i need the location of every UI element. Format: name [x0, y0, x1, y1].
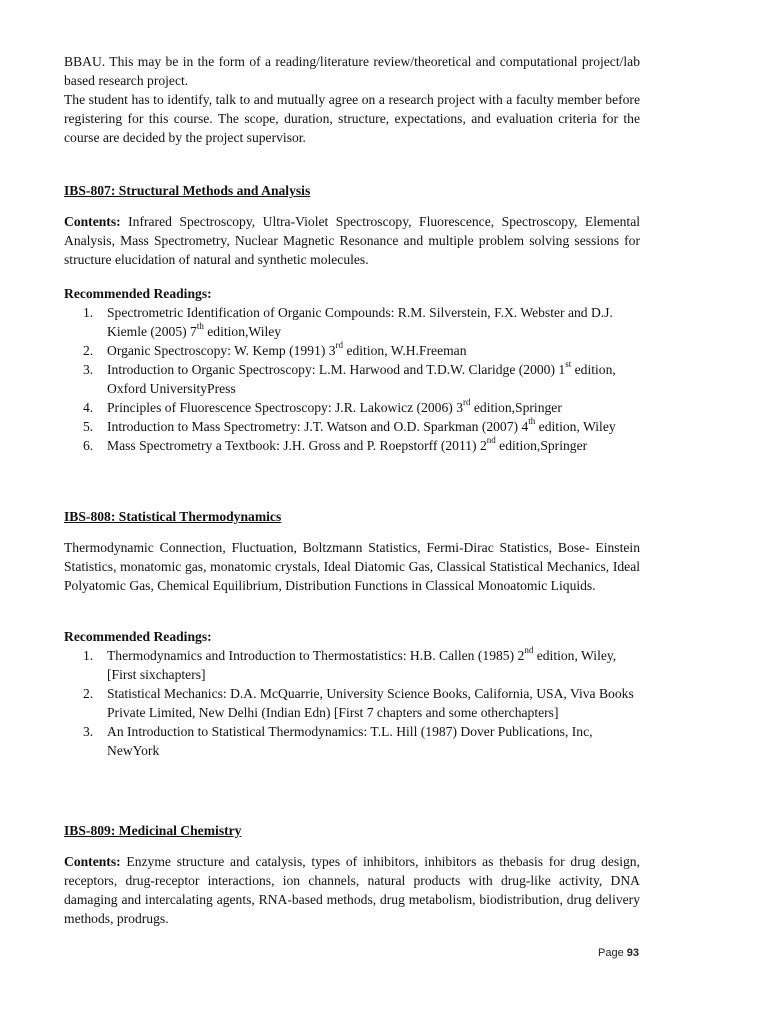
reading-item [64, 417, 640, 436]
reading-item [64, 341, 640, 360]
reading-number: 2. [83, 343, 94, 358]
reading-text: Mass Spectrometry a Textbook: J.H. Gross and P. Roepstorff (2011) 2 [107, 438, 487, 453]
reading-ordinal-suffix: th [528, 416, 536, 427]
intro-paragraph-2: The student has to identify, talk to and mutually agree on a research project with a faculty member before registering for this course. The scope, duration, structure, expectations, and evaluation criteria for the course are decided by the project supervisor. [64, 92, 640, 145]
reading-number: 2. [83, 686, 94, 701]
reading-text: Organic Spectroscopy: W. Kemp (1991) 3 [107, 343, 336, 358]
reading-number: 5. [83, 419, 94, 434]
page-label: Page [598, 947, 624, 959]
ibs-808-readings [64, 627, 640, 760]
section-ibs-809 [64, 821, 640, 840]
reading-text-tail: edition, Oxford UniversityPress [107, 362, 616, 396]
contents-label: Contents: [64, 214, 121, 229]
reading-text-tail: edition, W.H.Freeman [343, 343, 467, 358]
section-ibs-807 [64, 181, 640, 200]
reading-item [64, 303, 640, 341]
contents-text: Enzyme structure and catalysis, types of inhibitors, inhibitors as thebasis for drug design, receptors, drug-receptor interactions, ion channels, natural products with drug-like activity, DNA damaging and intercalating agents, RNA-based methods, drug metabolism, biodistribution, drug delivery methods, prodrugs. [64, 854, 640, 926]
reading-text: Thermodynamics and Introduction to Thermostatistics: H.B. Callen (1985) 2 [107, 648, 525, 663]
reading-ordinal-suffix: nd [524, 645, 534, 656]
section-heading: IBS-809: Medicinal Chemistry [64, 823, 242, 838]
ibs-809-contents [64, 852, 640, 928]
reading-ordinal-suffix: th [196, 321, 204, 332]
readings-heading: Recommended Readings: [64, 286, 212, 301]
page-number: 93 [626, 947, 640, 959]
ibs-808-contents [64, 538, 640, 595]
reading-number: 1. [83, 305, 94, 320]
reading-text-tail: edition,Springer [470, 400, 562, 415]
reading-item [64, 646, 640, 684]
reading-text: Introduction to Mass Spectrometry: J.T. Watson and O.D. Sparkman (2007) 4 [107, 419, 529, 434]
reading-number: 3. [83, 724, 94, 739]
intro-paragraph-1: BBAU. This may be in the form of a reading/literature review/theoretical and computational project/lab based research project. [64, 54, 640, 88]
reading-ordinal-suffix: rd [463, 397, 471, 408]
reading-item [64, 360, 640, 398]
readings-list [64, 646, 640, 760]
section-heading: IBS-808: Statistical Thermodynamics [64, 509, 282, 524]
reading-ordinal-suffix: rd [335, 340, 344, 351]
reading-number: 1. [83, 648, 94, 663]
reading-item [64, 398, 640, 417]
contents-label: Contents: [64, 854, 121, 869]
reading-text: An Introduction to Statistical Thermodynamics: T.L. Hill (1987) Dover Publications, Inc, NewYork [107, 724, 593, 758]
reading-item [64, 722, 640, 760]
reading-item [64, 684, 640, 722]
contents-paragraph [64, 212, 640, 269]
readings-heading: Recommended Readings: [64, 629, 212, 644]
reading-text-tail: edition, Wiley, [First sixchapters] [107, 648, 617, 682]
reading-number: 3. [83, 362, 94, 377]
ibs-807-readings [64, 284, 640, 455]
reading-ordinal-suffix: nd [486, 435, 496, 446]
ibs-807-contents [64, 212, 640, 269]
reading-text: Statistical Mechanics: D.A. McQuarrie, University Science Books, California, USA, Viva Books Private Limited, New Delhi (Indian Edn) [First 7 chapters and some otherchapters] [107, 686, 634, 720]
intro-block [64, 52, 640, 147]
readings-list [64, 303, 640, 455]
reading-text: Introduction to Organic Spectroscopy: L.M. Harwood and T.D.W. Claridge (2000) 1 [107, 362, 566, 377]
reading-ordinal-suffix: st [565, 359, 572, 370]
reading-item [64, 436, 640, 455]
reading-text: Spectrometric Identification of Organic Compounds: R.M. Silverstein, F.X. Webster and D.J. Kiemle (2005) 7 [107, 305, 613, 339]
contents-text: Infrared Spectroscopy, Ultra-Violet Spectroscopy, Fluorescence, Spectroscopy, Elemental Analysis, Mass Spectrometry, Nuclear Magnetic Resonance and multiple problem solving sessions for structure elucidation of natural and synthetic molecules. [64, 214, 640, 267]
page-footer [598, 947, 639, 959]
section-ibs-808 [64, 507, 640, 526]
section-heading: IBS-807: Structural Methods and Analysis [64, 183, 311, 198]
reading-text-tail: edition,Springer [495, 438, 588, 453]
contents-paragraph [64, 852, 640, 928]
reading-number: 6. [83, 438, 94, 453]
reading-text: Principles of Fluorescence Spectroscopy: J.R. Lakowicz (2006) 3 [107, 400, 463, 415]
reading-text-tail: edition, Wiley [535, 419, 616, 434]
reading-text-tail: edition,Wiley [203, 324, 282, 339]
contents-paragraph: Thermodynamic Connection, Fluctuation, Boltzmann Statistics, Fermi-Dirac Statistics, Bose- Einstein Statistics, monatomic gas, monatomic crystals, Ideal Diatomic Gas, Classical Statistical Mechanics, Ideal Polyatomic Gas, Chemical Equilibrium, Distribution Functions in Classical Monoatomic Liquids. [64, 540, 640, 593]
reading-number: 4. [83, 400, 94, 415]
